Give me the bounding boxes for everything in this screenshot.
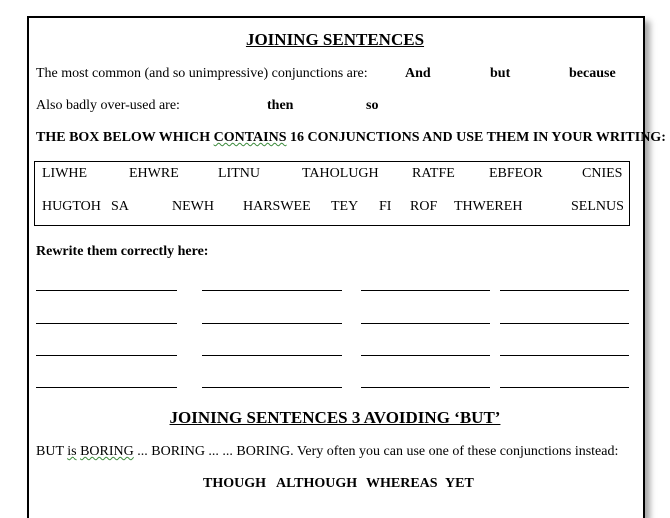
answer-line	[500, 290, 629, 291]
instruction-part3: 16	[290, 130, 305, 145]
overused-text: Also badly over-used are:	[36, 98, 180, 113]
scrambled-word: LIWHE	[42, 166, 88, 181]
answer-line	[36, 290, 177, 291]
alternative-word: YET	[445, 476, 474, 491]
answer-line	[36, 323, 177, 324]
scrambled-word: HARSWEE	[243, 199, 311, 214]
scrambled-word: FI	[379, 199, 392, 214]
conjunction-so: so	[366, 98, 379, 113]
scrambled-word: TAHOLUGH	[302, 166, 379, 181]
instruction-line	[36, 130, 666, 146]
answer-line	[202, 387, 342, 388]
common-conjunctions-text: The most common (and so unimpressive) conjunctions are:	[36, 66, 368, 81]
scrambled-word: SA	[111, 199, 129, 214]
scrambled-word: CNIES	[582, 166, 623, 181]
answer-line	[500, 387, 629, 388]
instruction-part1: THE BOX BELOW WHICH	[36, 130, 211, 145]
rewrite-label: Rewrite them correctly here:	[36, 244, 209, 259]
answer-line	[202, 323, 342, 324]
instruction-part4: CONJUNCTIONS AND USE THEM IN YOUR WRITING:	[307, 130, 666, 145]
conjunction-and: And	[405, 66, 431, 81]
boring-part3: BORING	[80, 444, 134, 459]
boring-line	[36, 444, 618, 460]
answer-line	[36, 387, 177, 388]
scrambled-word: RATFE	[412, 166, 455, 181]
boring-part2: is	[67, 444, 77, 459]
alternative-word: ALTHOUGH	[276, 476, 358, 491]
answer-line	[500, 355, 629, 356]
scrambled-word: THWEREH	[454, 199, 523, 214]
scrambled-word: TEY	[331, 199, 359, 214]
scrambled-word: EBFEOR	[489, 166, 543, 181]
scrambled-word: HUGTOH	[42, 199, 101, 214]
answer-line	[202, 355, 342, 356]
scrambled-word: ROF	[410, 199, 438, 214]
second-title: JOINING SENTENCES 3 AVOIDING ‘BUT’	[169, 408, 501, 427]
answer-line	[36, 355, 177, 356]
scrambled-word: SELNUS	[571, 199, 624, 214]
scrambled-word: EHWRE	[129, 166, 179, 181]
instruction-part2: CONTAINS	[213, 130, 287, 145]
main-title: JOINING SENTENCES	[245, 30, 425, 49]
alternative-word: THOUGH	[203, 476, 267, 491]
answer-line	[361, 355, 490, 356]
answer-line	[361, 387, 490, 388]
answer-line	[202, 290, 342, 291]
answer-line	[500, 323, 629, 324]
boring-part4: ... BORING ... ... BORING. Very often you can use one of these conjunctions instead:	[137, 444, 619, 459]
answer-line	[361, 290, 490, 291]
scrambled-word: NEWH	[172, 199, 214, 214]
conjunction-then: then	[267, 98, 294, 113]
conjunction-because: because	[569, 66, 616, 81]
boring-part1: BUT	[36, 444, 64, 459]
scrambled-word: LITNU	[218, 166, 260, 181]
answer-line	[361, 323, 490, 324]
conjunction-but: but	[490, 66, 511, 81]
alternative-word: WHEREAS	[366, 476, 438, 491]
page-border	[27, 16, 645, 518]
